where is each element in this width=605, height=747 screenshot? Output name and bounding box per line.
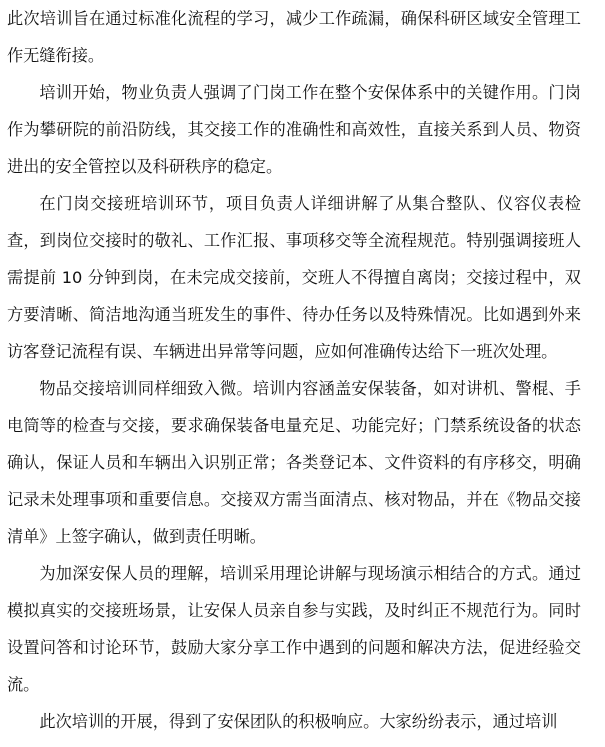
paragraph-training-method: 为加深安保人员的理解，培训采用理论讲解与现场演示相结合的方式。通过模拟真实的交接班场景，让安保人员亲自参与实践，及时纠正不规范行为。同时设置问答和讨论环节，鼓励大家分享工作中遇到的问题和解决方法，促进经验交流。 <box>7 564 581 694</box>
paragraph-shift-handover: 在门岗交接班培训环节，项目负责人详细讲解了从集合整队、仪容仪表检查，到岗位交接时的敬礼、工作汇报、事项移交等全流程规范。特别强调接班人需提前 10 分钟到岗，在未完成交接前，交班人不得擅自离岗；交接过程中，双方要清晰、简洁地沟通当班发生的事件、待办任务以及特殊情况。比如遇到外来访客登记流程有误、车辆进出异常等问题，应如何准确传达给下一班次处理。 <box>7 194 581 361</box>
paragraph-training-response: 此次培训的开展，得到了安保团队的积极响应。大家纷纷表示，通过培训 <box>39 712 558 731</box>
paragraph-intro-continued: 此次培训旨在通过标准化流程的学习，减少工作疏漏，确保科研区域安全管理工作无缝衔接。 <box>7 9 581 65</box>
paragraph-item-handover: 物品交接培训同样细致入微。培训内容涵盖安保装备，如对讲机、警棍、手电筒等的检查与交接，要求确保装备电量充足、功能完好；门禁系统设备的状态确认，保证人员和车辆出入识别正常；各类登记本、文件资料的有序移交，明确记录未处理事项和重要信息。交接双方需当面清点、核对物品，并在《物品交接清单》上签字确认，做到责任明晰。 <box>7 379 581 546</box>
paragraph-training-opening: 培训开始，物业负责人强调了门岗工作在整个安保体系中的关键作用。门岗作为攀研院的前沿防线，其交接工作的准确性和高效性，直接关系到人员、物资进出的安全管控以及科研秩序的稳定。 <box>7 83 581 176</box>
document-body <box>7 0 581 740</box>
